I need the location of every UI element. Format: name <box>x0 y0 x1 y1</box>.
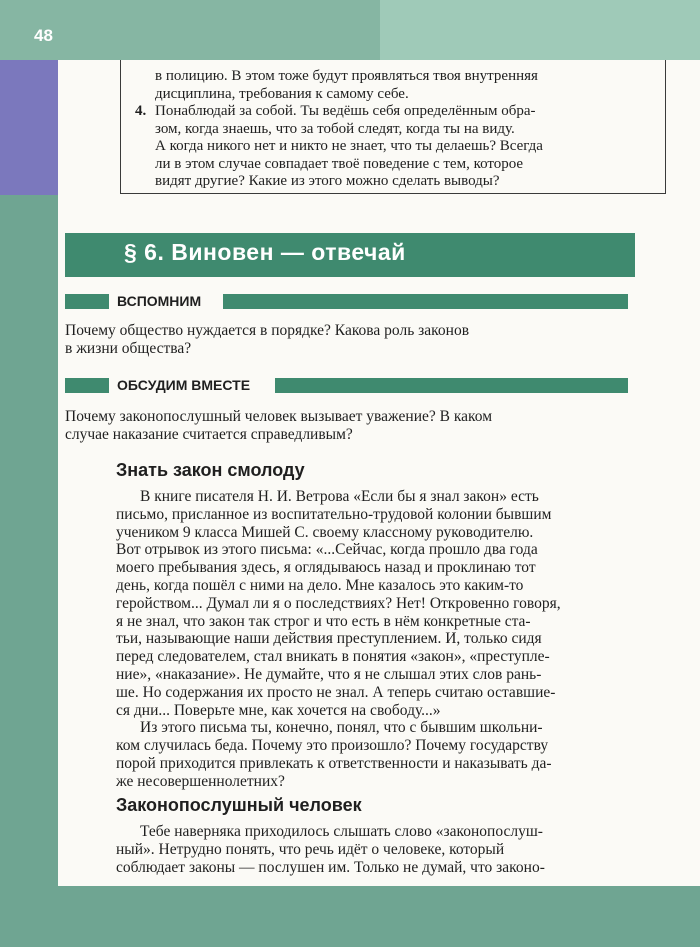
body-line: геройством... Думал ли я о последствиях? Нет! Откровенно говоря, <box>116 594 561 612</box>
exercise-line: дисциплина, требования к самому себе. <box>155 85 409 102</box>
page-number: 48 <box>34 26 53 45</box>
remember-line: Почему общество нуждается в порядке? Какова роль законов <box>65 322 470 339</box>
body-line: учеником 9 класса Мишей С. своему классному руководителю. <box>116 523 534 541</box>
exercise-item-number: 4. <box>135 103 147 119</box>
subsection-body <box>116 823 545 876</box>
discuss-line: Почему законопослушный человек вызывает уважение? В каком <box>65 408 493 425</box>
header-bar-left <box>65 294 109 309</box>
exercise-line: Понаблюдай за собой. Ты ведёшь себя определённым обра- <box>155 103 536 119</box>
subsection-title: Законопослушный человек <box>116 795 362 815</box>
body-line: Тебе наверняка приходилось слышать слово «законопослуш- <box>140 823 543 840</box>
exercise-line: зом, когда знаешь, что за тобой следят, когда ты на виду. <box>155 120 515 137</box>
body-line: соблюдает законы — послушен им. Только не думай, что законо- <box>116 858 545 876</box>
remember-line: в жизни общества? <box>65 339 192 357</box>
header-bar-right <box>223 294 628 309</box>
discuss-label: ОБСУДИМ ВМЕСТЕ <box>117 377 251 393</box>
remember-text <box>65 322 469 357</box>
discuss-text <box>65 408 492 443</box>
header-bar-left <box>65 378 109 393</box>
remember-header <box>65 292 630 312</box>
subsection-body <box>116 488 561 791</box>
exercise-box <box>120 60 666 194</box>
body-line: В книге писателя Н. И. Ветрова «Если бы я знал закон» есть <box>140 488 539 505</box>
body-line: ком случилась беда. Почему это произошло? Почему государству <box>116 737 549 755</box>
left-violet-band <box>0 60 58 195</box>
body-line: ся дни... Поверьте мне, как хочется на свободу...» <box>116 701 441 719</box>
body-line: перед следователем, стал вникать в понятия «закон», «преступле- <box>116 648 550 666</box>
exercise-line: ли в этом случае совпадает твоё поведение с тем, которое <box>155 155 524 172</box>
body-line: ние», «наказание». Не думайте, что я не слышал этих слов рань- <box>116 665 542 683</box>
body-line: ный». Нетрудно понять, что речь идёт о человеке, который <box>116 840 505 858</box>
body-line: моего пребывания здесь, я оглядываюсь назад и проклинаю тот <box>116 559 536 577</box>
remember-label: ВСПОМНИМ <box>117 293 202 309</box>
top-right-band <box>380 0 700 60</box>
discuss-header <box>65 376 630 396</box>
section-title: § 6. Виновен — отвечай <box>124 239 406 265</box>
body-line: я не знал, что закон так строг и что есть в нём конкретные ста- <box>116 612 531 630</box>
header-bar-right <box>275 378 628 393</box>
body-line: порой приходится привлекать к ответственности и наказывать да- <box>116 754 552 772</box>
body-line: Из этого письма ты, конечно, понял, что с бывшим школьни- <box>140 719 543 737</box>
body-line: Вот отрывок из этого письма: «...Сейчас, когда прошло два года <box>116 541 538 559</box>
exercise-line: в полицию. В этом тоже будут проявляться твоя внутренняя <box>155 68 538 84</box>
body-line: письмо, присланное из воспитательно-трудовой колонии бывшим <box>116 505 552 523</box>
body-line: день, когда пошёл с ними на дело. Мне казалось это каким-то <box>116 576 524 594</box>
discuss-line: случае наказание считается справедливым? <box>65 425 353 443</box>
body-line: тьи, называющие наши действия преступлением. И, только сидя <box>116 630 542 648</box>
exercise-line: видят другие? Какие из этого можно сделать выводы? <box>155 173 500 189</box>
subsection-title: Знать закон смолоду <box>116 460 305 480</box>
exercise-line: А когда никого нет и никто не знает, что ты делаешь? Всегда <box>155 138 543 154</box>
body-line: ше. Но содержания их просто не знал. А теперь считаю оставшие- <box>116 683 556 701</box>
body-line: же несовершеннолетних? <box>116 772 285 790</box>
